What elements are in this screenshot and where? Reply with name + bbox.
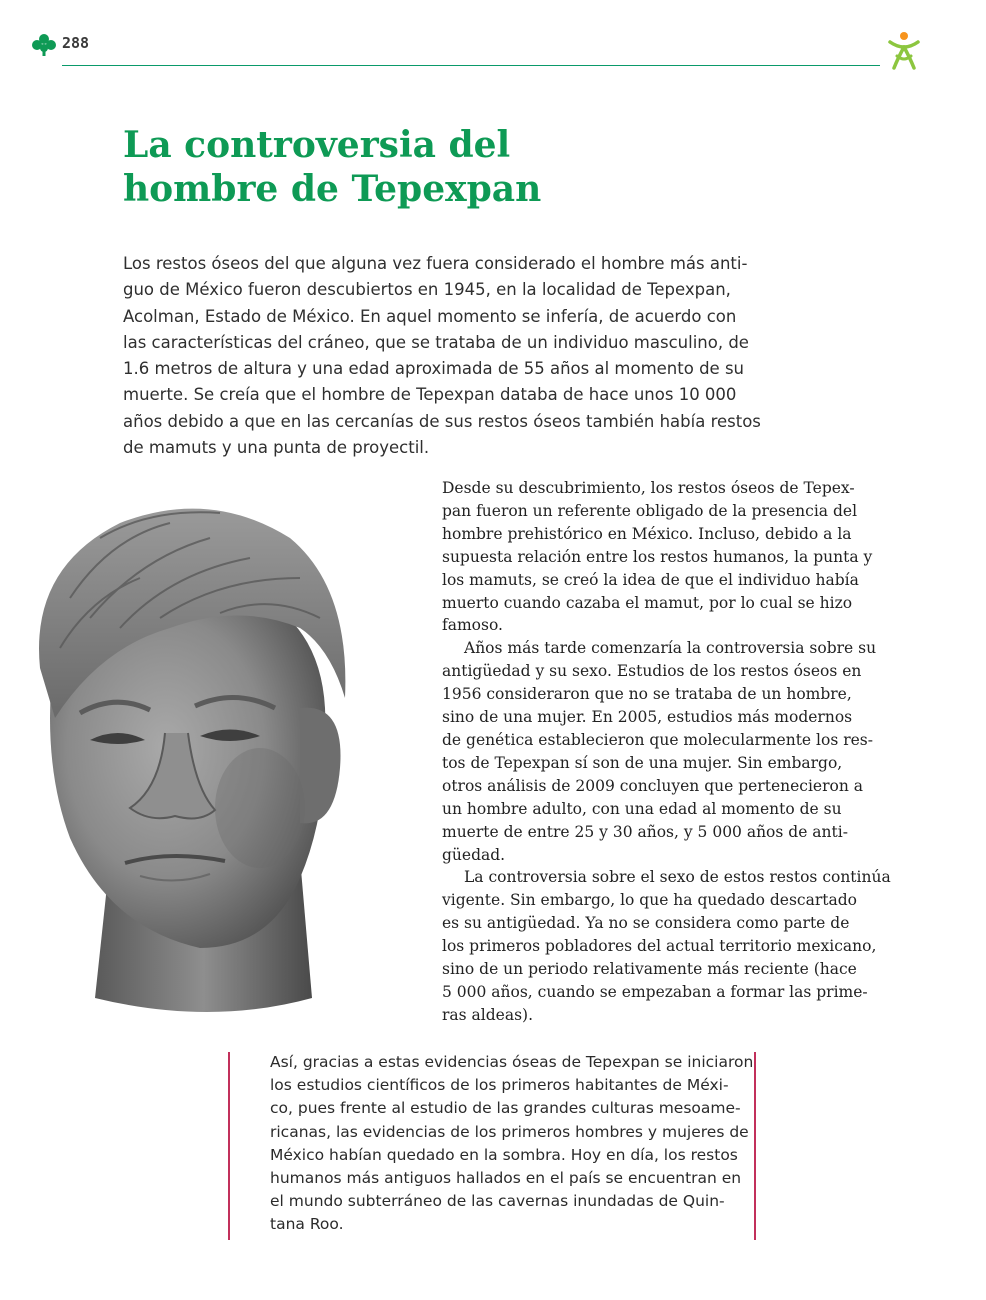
text-line: años debido a que en las cercanías de sus restos óseos también había restos — [123, 411, 761, 431]
text-line: Acolman, Estado de México. En aquel momento se infería, de acuerdo con — [123, 306, 737, 326]
text-line: los primeros pobladores del actual territorio mexicano, — [442, 937, 877, 956]
text-line: tana Roo. — [270, 1215, 344, 1234]
text-line: 1956 consideraron que no se trataba de un hombre, — [442, 685, 852, 704]
text-line: 1.6 metros de altura y una edad aproximada de 55 años al momento de su — [123, 359, 744, 379]
text-line: Los restos óseos del que alguna vez fuera considerado el hombre más anti- — [123, 254, 748, 273]
text-line: humanos más antiguos hallados en el país se encuentran en — [270, 1169, 742, 1188]
text-line: de genética establecieron que molecularmente los res- — [442, 730, 873, 749]
title-line: La controversia del — [123, 124, 511, 166]
text-line: de mamuts y una punta de proyectil. — [123, 438, 430, 458]
text-line: hombre prehistórico en México. Incluso, debido a la — [442, 524, 852, 543]
box-rule-right — [754, 1052, 756, 1240]
body-paragraphs — [442, 477, 891, 1027]
text-line: los estudios científicos de los primeros habitantes de Méxi- — [270, 1076, 729, 1095]
text-line: Desde su descubrimiento, los restos óseos de Tepex- — [442, 479, 855, 497]
page-number: 288 — [62, 34, 90, 52]
text-line: otros análisis de 2009 concluyen que pertenecieron a — [442, 776, 863, 795]
human-figure-emblem-icon — [884, 30, 924, 72]
box-rule-left — [228, 1052, 230, 1240]
title-line: hombre de Tepexpan — [123, 168, 542, 210]
text-line: México habían quedado en la sombra. Hoy en día, los restos — [270, 1145, 738, 1164]
text-line: Así, gracias a estas evidencias óseas de Tepexpan se iniciaron — [270, 1053, 754, 1071]
text-line: pan fueron un referente obligado de la presencia del — [442, 501, 858, 520]
text-line: famoso. — [442, 616, 503, 635]
closing-paragraph — [270, 1051, 754, 1237]
leaf-cluster-icon — [30, 33, 58, 57]
page-title — [123, 123, 723, 211]
text-line: un hombre adulto, con una edad al momento de su — [442, 799, 842, 818]
text-line: sino de un periodo relativamente más reciente (hace — [442, 960, 857, 979]
intro-paragraph — [123, 251, 761, 461]
text-line: vigente. Sin embargo, lo que ha quedado descartado — [442, 891, 857, 910]
bust-photo — [0, 478, 413, 1026]
text-line: La controversia sobre el sexo de estos restos continúa — [464, 868, 891, 887]
text-line: muerte. Se creía que el hombre de Tepexpan databa de hace unos 10 000 — [123, 385, 737, 405]
text-line: güedad. — [442, 845, 506, 864]
text-line: ricanas, las evidencias de los primeros hombres y mujeres de — [270, 1122, 749, 1141]
text-line: supuesta relación entre los restos humanos, la punta y — [442, 547, 873, 566]
text-line: tos de Tepexpan sí son de una mujer. Sin embargo, — [442, 753, 843, 772]
text-line: 5 000 años, cuando se empezaban a formar las prime- — [442, 982, 868, 1001]
text-line: sino de una mujer. En 2005, estudios más modernos — [442, 708, 853, 727]
text-line: los mamuts, se creó la idea de que el individuo había — [442, 570, 859, 589]
text-line: antigüedad y su sexo. Estudios de los restos óseos en — [442, 662, 862, 681]
text-line: es su antigüedad. Ya no se considera como parte de — [442, 914, 850, 933]
text-line: el mundo subterráneo de las cavernas inundadas de Quin- — [270, 1192, 725, 1211]
text-line: Años más tarde comenzaría la controversia sobre su — [464, 639, 877, 658]
text-line: guo de México fueron descubiertos en 1945, en la localidad de Tepexpan, — [123, 280, 731, 300]
text-line: las características del cráneo, que se trataba de un individuo masculino, de — [123, 332, 749, 352]
header-rule — [62, 65, 880, 66]
text-line: muerte de entre 25 y 30 años, y 5 000 años de anti- — [442, 822, 848, 841]
text-line: ras aldeas). — [442, 1005, 533, 1024]
text-line: co, pues frente al estudio de las grandes culturas mesoame- — [270, 1099, 741, 1118]
text-line: muerto cuando cazaba el mamut, por lo cual se hizo — [442, 593, 853, 612]
